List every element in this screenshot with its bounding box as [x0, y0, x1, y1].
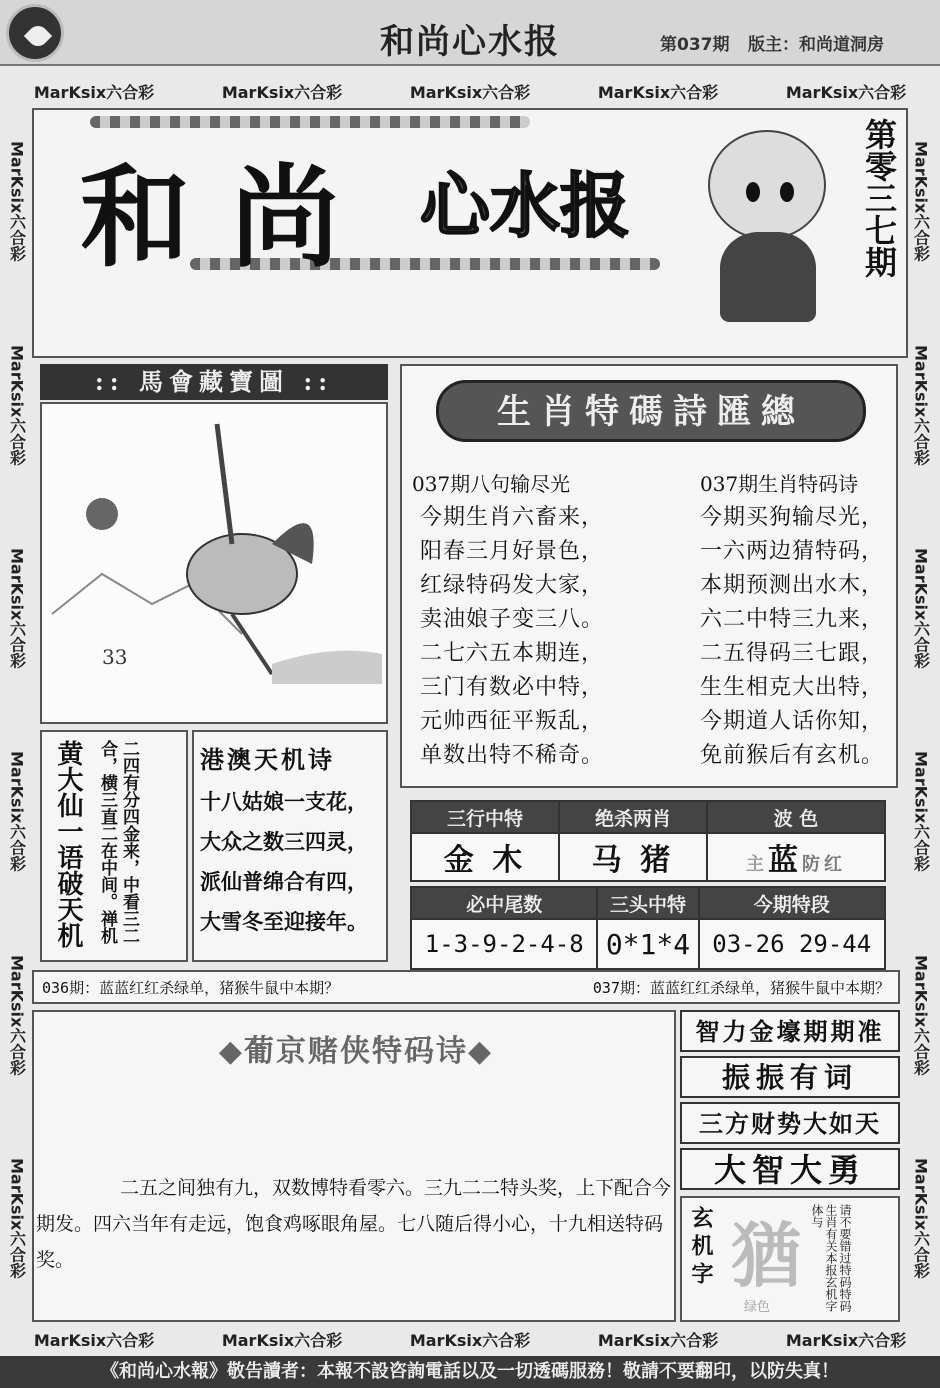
poem-line: 三门有数必中特， [420, 675, 605, 700]
header-issue: 第037期 [660, 35, 730, 55]
bottom-poem-heading: ◆葡京赌侠特码诗◆ [218, 1034, 494, 1069]
riddle-char: 猶 [731, 1214, 801, 1297]
riddle-notes [810, 1204, 852, 1316]
wave-main: 蓝 [767, 843, 802, 878]
footer-notice: 《和尚心水報》敬告讀者：本報不設咨詢電話以及一切透碼服務！敬請不要翻印，以防失真！ [0, 1356, 940, 1388]
watermark-text: MarKsix六合彩 [409, 82, 531, 102]
history-strip-left: 036期：蓝蓝红红杀绿单，猪猴牛鼠中本期？ [42, 978, 340, 997]
masthead-subtitle: 心水报 [420, 165, 630, 247]
kill-zodiac-value: 马 猪 [559, 833, 707, 881]
watermark-text: MarKsix六合彩 [7, 751, 27, 872]
riddle-note: 请不要错过特码 [838, 1204, 852, 1288]
history-strip [32, 970, 900, 1004]
table-header: 今期特段 [699, 887, 886, 919]
watermark-text: MarKsix六合彩 [7, 141, 27, 262]
sage-text [96, 740, 140, 960]
table-header: 必中尾数 [411, 887, 597, 919]
bottom-poem-text: 二五之间独有九，双数博特看零六。三九二二特头奖，上下配合今期发。四六当年有走远，饱食鸡啄眼角屋。七八随后得小心，十九相送特码奖。 [36, 1177, 672, 1271]
riddle-label: 玄机字 [688, 1206, 714, 1290]
poem-right [700, 468, 896, 773]
watermark-text: MarKsix六合彩 [7, 344, 27, 466]
prediction-table-1 [410, 800, 886, 882]
tail-number-value: 1-3-9-2-4-8 [411, 919, 597, 969]
watermark-text: MarKsix六合彩 [7, 1158, 27, 1279]
rooster-painting [40, 402, 388, 724]
watermark-text: MarKsix六合彩 [7, 954, 27, 1076]
monk-body-icon [720, 232, 816, 322]
treasure-map-heading: :: 馬會藏寶圖 :: [40, 364, 388, 400]
head-number-value: 0*1*4 [597, 919, 698, 969]
poem-right-title: 037期生肖特码诗 [700, 472, 859, 496]
watermark-text: MarKsix六合彩 [785, 1330, 907, 1350]
bauhinia-logo-icon [6, 4, 64, 62]
poem-line: 今期道人话你知， [700, 709, 885, 734]
watermark-col-right [906, 100, 936, 1320]
wave-main-label: 主 [745, 854, 768, 875]
table-header: 波 色 [707, 801, 885, 833]
watermark-text: MarKsix六合彩 [33, 82, 155, 102]
table-header: 绝杀两肖 [559, 801, 707, 833]
three-elements-value: 金 木 [411, 833, 559, 881]
wave-color-value [707, 833, 885, 881]
poem-line: 六二中特三九来， [700, 607, 885, 632]
poem-line: 今期生肖六畜来， [420, 505, 605, 530]
riddle-note: 特码生肖有关 [824, 1204, 852, 1312]
rooster-painting-icon [42, 404, 386, 722]
watermark-text: MarKsix六合彩 [221, 82, 343, 102]
watermark-text: MarKsix六合彩 [597, 1330, 719, 1350]
table-header: 三行中特 [411, 801, 559, 833]
slogan-box-3: 三方财势大如天 [680, 1102, 900, 1144]
sage-line: 在中间。 [97, 842, 117, 910]
riddle-note: 本报玄机字体与 [810, 1204, 838, 1312]
watermark-text: MarKsix六合彩 [911, 141, 931, 262]
poem-line: 元帅西征平叛乱， [420, 709, 605, 734]
flower-vine-top-icon [90, 116, 530, 128]
watermark-text: MarKsix六合彩 [409, 1330, 531, 1350]
watermark-text: MarKsix六合彩 [7, 548, 27, 669]
hk-poem-line: 大众之数三四灵， [200, 829, 368, 854]
hk-poem-line: 派仙普绵合有四， [200, 869, 368, 894]
poem-line: 卖油娘子变三八。 [420, 607, 605, 632]
poem-line: 红绿特码发大家， [420, 573, 605, 598]
slogan-box-2: 振振有词 [680, 1056, 900, 1098]
slogan-box-4: 大智大勇 [680, 1148, 900, 1190]
prediction-table-2 [410, 886, 886, 970]
table-header: 三头中特 [597, 887, 698, 919]
poems-banner: 生肖特碼詩匯總 [436, 380, 866, 442]
riddle-color-tag: 绿色 [744, 1300, 771, 1315]
watermark-row-bottom [0, 1324, 940, 1354]
poem-line: 阳春三月好景色， [420, 539, 605, 564]
special-range-value: 03-26 29-44 [699, 919, 886, 969]
header-title: 和尚心水报 [380, 22, 560, 62]
poem-line: 免前猴后有玄机。 [700, 743, 885, 768]
watermark-text: MarKsix六合彩 [911, 954, 931, 1076]
poem-left-title: 037期八句输尽光 [412, 472, 571, 496]
vertical-issue: 第零三七期 [860, 118, 898, 278]
poem-line: 单数出特不稀奇。 [420, 743, 605, 768]
watermark-col-left [2, 100, 32, 1320]
poem-line: 生生相克大出特， [700, 675, 885, 700]
watermark-text: MarKsix六合彩 [911, 1158, 931, 1279]
watermark-text: MarKsix六合彩 [911, 548, 931, 669]
picture-note: 33 [102, 645, 128, 669]
sage-line: 中看三二合，横三直二 [97, 740, 139, 944]
sage-line: 禅机 [97, 910, 117, 944]
sage-line: 二四有分四金来， [119, 740, 139, 876]
wave-guard-label: 防红 [801, 854, 846, 875]
poem-line: 一六两边猜特码， [700, 539, 885, 564]
poem-line: 二七六五本期连， [420, 641, 605, 666]
hk-poem-line: 大雪冬至迎接年。 [200, 909, 368, 934]
watermark-text: MarKsix六合彩 [785, 82, 907, 102]
monk-mascot-icon [708, 130, 826, 240]
hk-poem-lines [200, 782, 386, 942]
bottom-poem-title: 葡京赌侠特码诗 [244, 1034, 468, 1069]
poem-line: 本期预测出水木， [700, 573, 885, 598]
header-editor: 版主：和尚道洞房 [748, 35, 884, 55]
watermark-text: MarKsix六合彩 [597, 82, 719, 102]
watermark-text: MarKsix六合彩 [911, 751, 931, 872]
poem-line: 今期买狗输尽光， [700, 505, 885, 530]
history-strip-right: 037期：蓝蓝红红杀绿单，猪猴牛鼠中本期？ [592, 978, 890, 997]
watermark-text: MarKsix六合彩 [33, 1330, 155, 1350]
watermark-text: MarKsix六合彩 [911, 344, 931, 466]
watermark-text: MarKsix六合彩 [221, 1330, 343, 1350]
poem-left [412, 468, 652, 773]
slogan-box-1: 智力金壕期期准 [680, 1010, 900, 1052]
hk-poem-line: 十八姑娘一支花， [200, 789, 368, 814]
masthead-title: 和尚 [80, 153, 380, 282]
hk-poem-heading: 港澳天机诗 [200, 745, 335, 774]
poem-line: 二五得码三七跟， [700, 641, 885, 666]
watermark-row-top [0, 76, 940, 106]
sage-title: 黄大仙一语破天机 [53, 740, 83, 948]
